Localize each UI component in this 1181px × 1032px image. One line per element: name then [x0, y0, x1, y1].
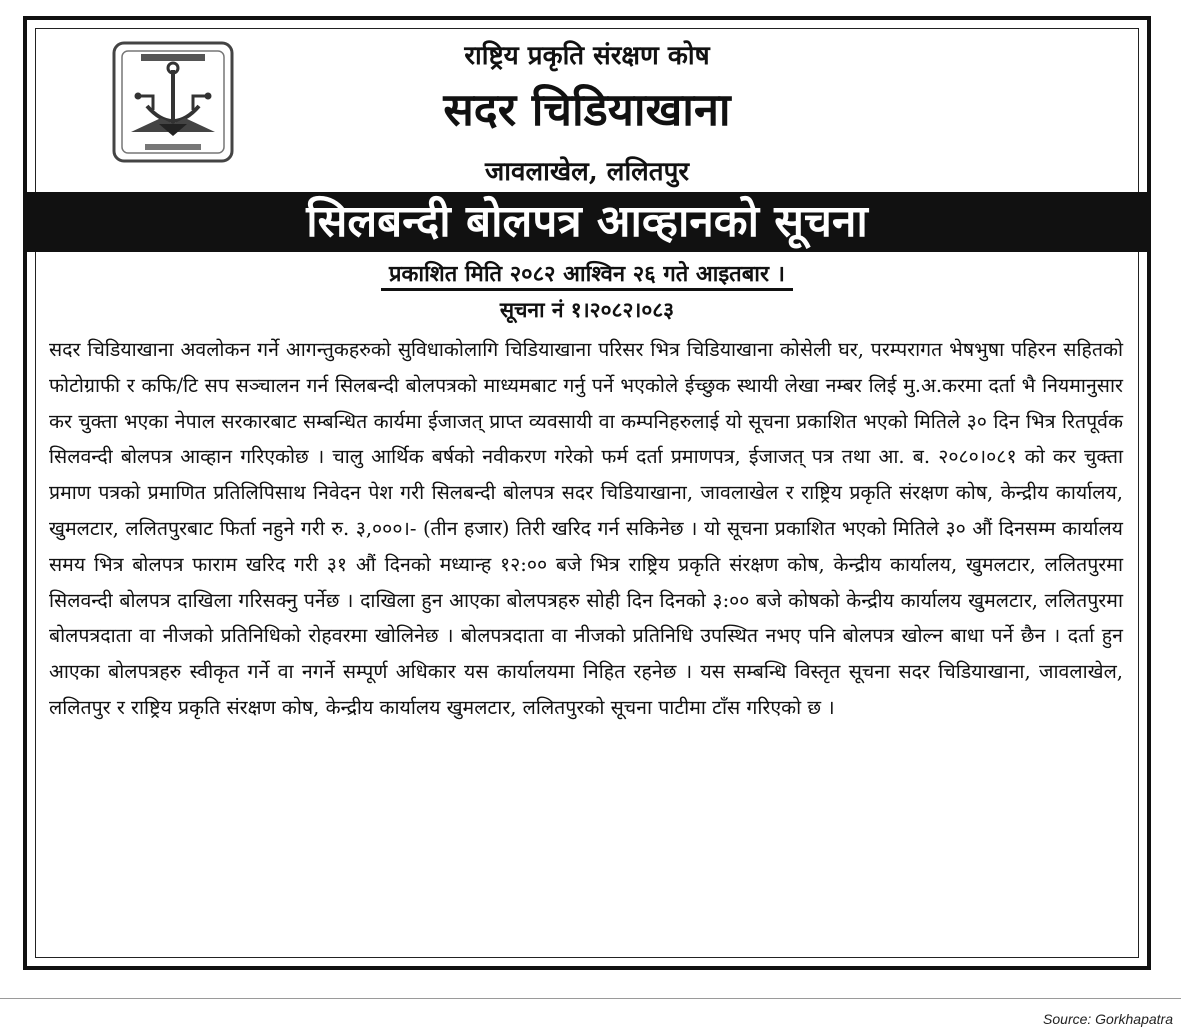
notice-title: सिलबन्दी बोलपत्र आव्हानको सूचना	[27, 192, 1147, 252]
published-date-line	[27, 260, 1147, 288]
organization-name: राष्ट्रिय प्रकृति संरक्षण कोष	[464, 41, 710, 71]
notice-number: सूचना नं १।२०८२।०८३	[499, 297, 675, 322]
notice-body: सदर चिडियाखाना अवलोकन गर्ने आगन्तुकहरुको सुविधाकोलागि चिडियाखाना परिसर भित्र चिडियाखाना कोसेली घर, परम्परागत भेषभुषा पहिरन सहितको फोटोग्राफी र कफि/टि सप सञ्चालन गर्न सिलबन्दी बोलपत्रको माध्यमबाट गर्नु पर्ने भएकोले ईच्छुक स्थायी लेखा नम्बर लिई मु.अ.करमा दर्ता भै नियमानुसार कर चुक्ता भएका नेपाल सरकारबाट सम्बन्धित कार्यमा ईजाजत् प्राप्त व्यवसायी वा कम्पनिहरुलाई यो सूचना प्रकाशित भएको मितिले ३० दिन भित्र रितपूर्वक सिलवन्दी बोलपत्र आव्हान गरिएकोछ । चालु आर्थिक बर्षको नवीकरण गरेको फर्म दर्ता प्रमाणपत्र, ईजाजत् पत्र तथा आ. ब. २०८०।०८१ को कर चुक्ता प्रमाण पत्रको प्रमाणित प्रतिलिपिसाथ निवेदन पेश गरी सिलबन्दी बोलपत्र सदर चिडियाखाना, जावलाखेल र राष्ट्रिय प्रकृति संरक्षण कोष, केन्द्रीय कार्यालय, खुमलटार, ललितपुरबाट फिर्ता नहुने गरी रु. ३,०००।- (तीन हजार) तिरी खरिद गर्न सकिनेछ । यो सूचना प्रकाशित भएको मितिले ३० औं दिनसम्म कार्यालय समय भित्र बोलपत्र फाराम खरिद गरी ३१ औं दिनको मध्यान्ह १२:०० बजे भित्र राष्ट्रिय प्रकृति संरक्षण कोष, केन्द्रीय कार्यालय, खुमलटार, ललितपुरमा सिलवन्दी बोलपत्र दाखिला गरिसक्नु पर्नेछ । दाखिला हुन आएका बोलपत्रहरु सोही दिन दिनको ३:०० बजे कोषको केन्द्रीय कार्यालय खुमलटार, ललितपुरमा बोलपत्रदाता वा नीजको प्रतिनिधिको रोहवरमा खोलिनेछ । बोलपत्रदाता वा नीजको प्रतिनिधि उपस्थित नभए पनि बोलपत्र खोल्न बाधा पर्ने छैन । दर्ता हुन आएका बोलपत्रहरु स्वीकृत गर्ने वा नगर्ने सम्पूर्ण अधिकार यस कार्यालयमा निहित रहनेछ । यस सम्बन्धि विस्तृत सूचना सदर चिडियाखाना, जावलाखेल, ललितपुर र राष्ट्रिय प्रकृति संरक्षण कोष, केन्द्रीय कार्यालय खुमलटार, ललितपुरको सूचना पाटीमा टाँस गरिएको छ ।	[49, 338, 1123, 719]
address: जावलाखेल, ललितपुर	[484, 157, 690, 187]
published-date: प्रकाशित मिति २०८२ आश्विन २६ गते आइतबार ।	[381, 261, 793, 291]
source-credit: Source: Gorkhapatra	[1043, 1011, 1173, 1027]
notice-frame	[23, 16, 1151, 970]
source-divider	[0, 998, 1181, 999]
zoo-name: सदर चिडियाखाना	[443, 83, 731, 136]
